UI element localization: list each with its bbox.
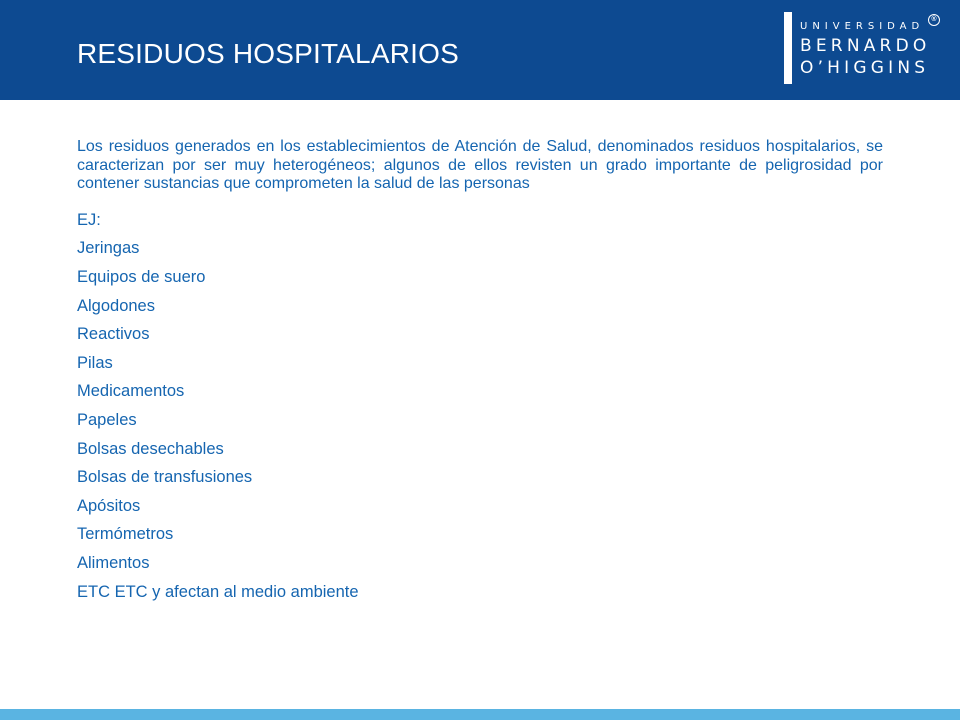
list-item: ETC ETC y afectan al medio ambiente [77,582,359,601]
logo-line-universidad: UNIVERSIDAD [800,21,925,32]
list-item: Equipos de suero [77,267,206,286]
list-item: Algodones [77,296,155,315]
university-logo [784,12,944,86]
logo-line-ohiggins: O’HIGGINS [800,58,930,78]
list-item: EJ: [77,210,101,229]
list-item: Termómetros [77,525,174,544]
intro-paragraph: Los residuos generados en los establecimientos de Atención de Salud, denominados residuos hospitalarios, se caracterizan por ser muy heterogéneos; algunos de ellos revisten un grado importante de peligrosidad por contener sustancias que comprometen la salud de las personas [77,138,883,193]
slide-body [77,138,883,606]
list-item: Pilas [77,353,113,372]
footer-bar [0,709,960,720]
list-item: Medicamentos [77,382,185,401]
registered-mark-icon: ® [928,14,940,26]
list-item: Papeles [77,410,137,429]
slide-title: RESIDUOS HOSPITALARIOS [77,38,459,69]
list-item: Apósitos [77,496,141,515]
header-banner [0,0,960,100]
logo-bar [784,12,792,84]
waste-list [77,206,883,606]
list-item: Bolsas desechables [77,439,224,458]
logo-line-bernardo: BERNARDO [800,36,931,56]
list-item: Alimentos [77,553,150,572]
list-item: Jeringas [77,239,140,258]
list-item: Bolsas de transfusiones [77,468,253,487]
list-item: Reactivos [77,325,150,344]
